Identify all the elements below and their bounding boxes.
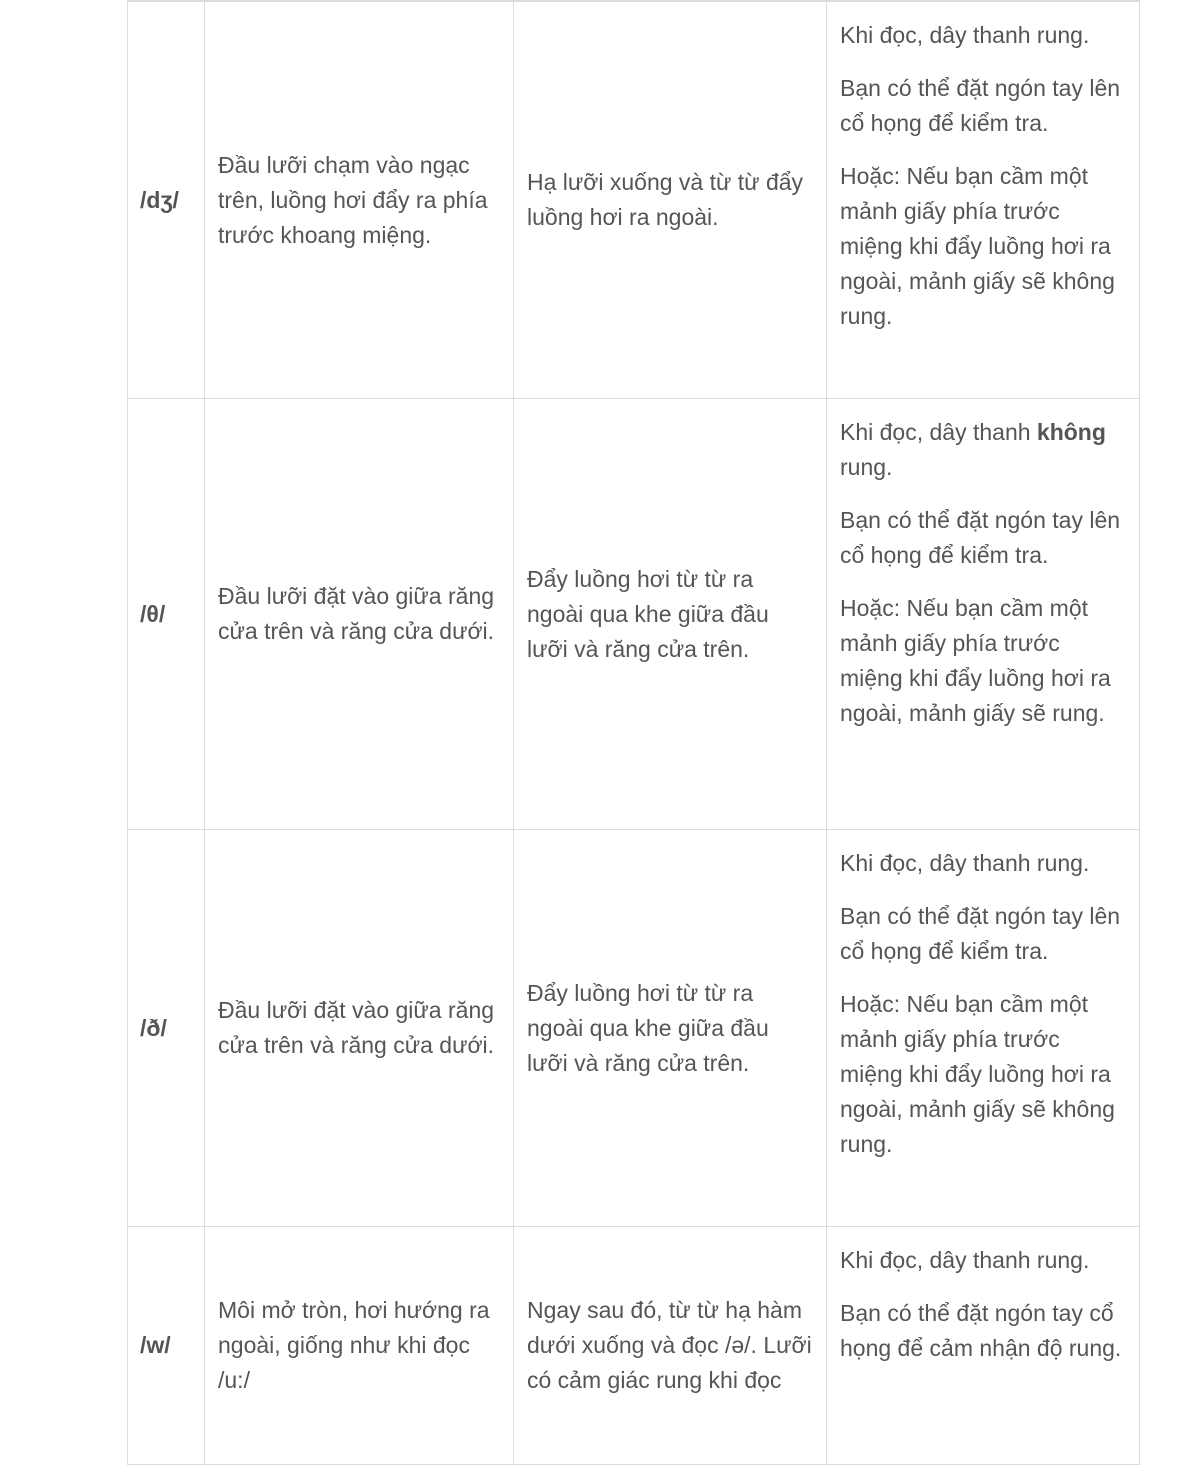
table-row	[128, 1, 1140, 399]
vibration-notes	[827, 830, 1140, 1227]
consonant-pronunciation-table	[127, 0, 1140, 1465]
tongue-position: Môi mở tròn, hơi hướng ra ngoài, giống như khi đọc /u:/	[205, 1227, 514, 1465]
phoneme-symbol: /ð/	[128, 830, 205, 1227]
vibration-line: Khi đọc, dây thanh không rung.	[840, 419, 1106, 480]
airflow-action: Hạ lưỡi xuống và từ từ đẩy luồng hơi ra ngoài.	[514, 1, 827, 399]
vibration-line: Khi đọc, dây thanh rung.	[840, 850, 1090, 876]
content-area	[127, 0, 1139, 1465]
paper-test-line: Hoặc: Nếu bạn cầm một mảnh giấy phía trước miệng khi đẩy luồng hơi ra ngoài, mảnh giấy sẽ không rung.	[840, 163, 1115, 329]
paper-test-line: Hoặc: Nếu bạn cầm một mảnh giấy phía trước miệng khi đẩy luồng hơi ra ngoài, mảnh giấy sẽ rung.	[840, 595, 1111, 726]
phoneme-symbol: /θ/	[128, 399, 205, 830]
vibration-notes	[827, 1227, 1140, 1465]
table-row	[128, 1227, 1140, 1465]
phoneme-symbol: /w/	[128, 1227, 205, 1465]
paper-test-line: Hoặc: Nếu bạn cầm một mảnh giấy phía trước miệng khi đẩy luồng hơi ra ngoài, mảnh giấy sẽ không rung.	[840, 991, 1115, 1157]
table-row	[128, 399, 1140, 830]
vibration-notes	[827, 399, 1140, 830]
tongue-position: Đầu lưỡi đặt vào giữa răng cửa trên và răng cửa dưới.	[205, 830, 514, 1227]
airflow-action: Đẩy luồng hơi từ từ ra ngoài qua khe giữa đầu lưỡi và răng cửa trên.	[514, 830, 827, 1227]
table-row	[128, 830, 1140, 1227]
throat-check-line: Bạn có thể đặt ngón tay lên cổ họng để kiểm tra.	[840, 903, 1121, 964]
phoneme-symbol: /dʒ/	[128, 1, 205, 399]
airflow-action: Ngay sau đó, từ từ hạ hàm dưới xuống và đọc /ə/. Lưỡi có cảm giác rung khi đọc	[514, 1227, 827, 1465]
airflow-action: Đẩy luồng hơi từ từ ra ngoài qua khe giữa đầu lưỡi và răng cửa trên.	[514, 399, 827, 830]
throat-check-line: Bạn có thể đặt ngón tay cổ họng để cảm nhận độ rung.	[840, 1300, 1122, 1361]
tongue-position: Đầu lưỡi đặt vào giữa răng cửa trên và răng cửa dưới.	[205, 399, 514, 830]
vibration-line: Khi đọc, dây thanh rung.	[840, 22, 1090, 48]
vibration-line: Khi đọc, dây thanh rung.	[840, 1247, 1090, 1273]
throat-check-line: Bạn có thể đặt ngón tay lên cổ họng để kiểm tra.	[840, 75, 1121, 136]
throat-check-line: Bạn có thể đặt ngón tay lên cổ họng để kiểm tra.	[840, 507, 1121, 568]
tongue-position: Đầu lưỡi chạm vào ngạc trên, luồng hơi đẩy ra phía trước khoang miệng.	[205, 1, 514, 399]
vibration-notes	[827, 1, 1140, 399]
